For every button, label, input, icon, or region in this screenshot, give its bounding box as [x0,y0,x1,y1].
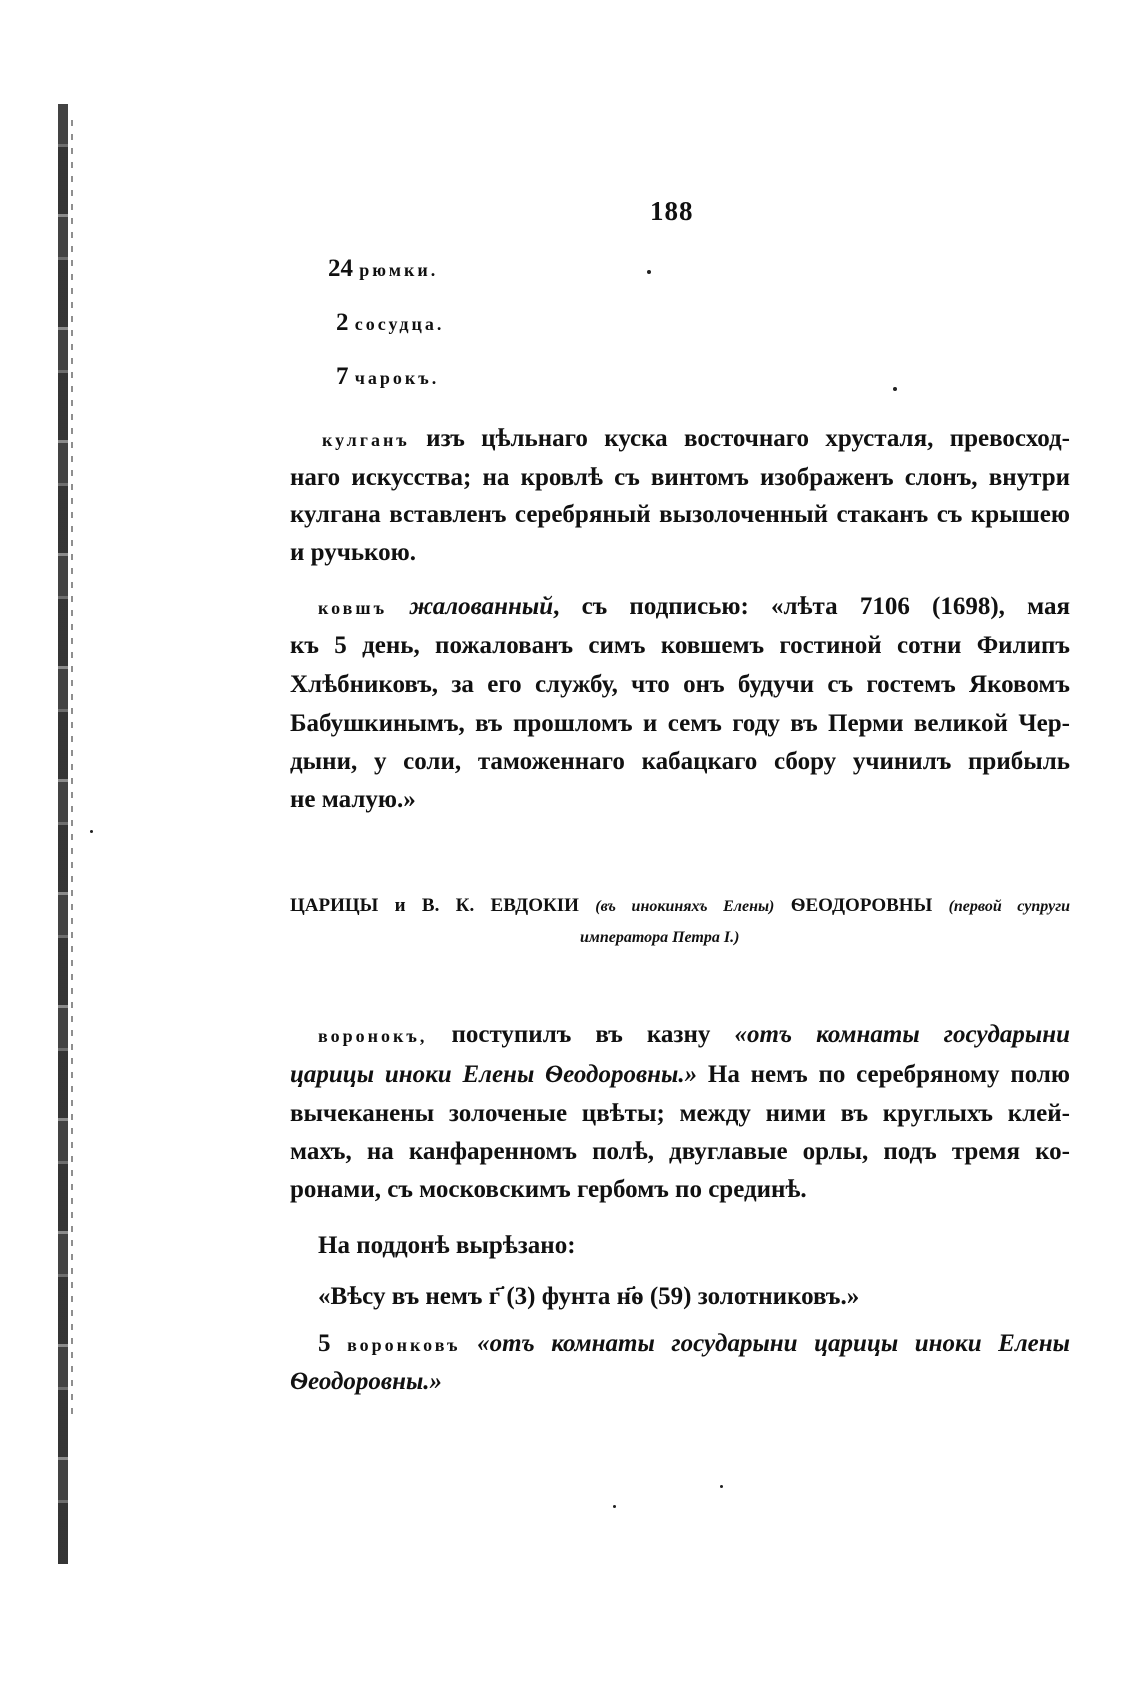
print-speck [647,270,651,274]
item-count: 7 [336,363,349,390]
paragraph-line: Хлѣбниковъ, за его службу, что онъ будучи съ гостемъ Яковомъ [290,671,1070,698]
paragraph-line: кулгана вставленъ серебряный вызолоченный стаканъ съ крышею [290,501,1070,528]
heading-part: ѲЕОДОРОВНЫ [790,895,933,916]
keyword: воронокъ, [318,1026,428,1046]
list-item [336,310,444,335]
paragraph-line [318,594,1070,619]
italic-text: царицы иноки Елены Ѳеодоровны.» [290,1061,698,1088]
item-word: рюмки. [359,260,439,280]
paragraph-line: дыни, у соли, таможеннаго кабацкаго сбору учинилъ прибыль [290,748,1070,775]
paragraph-line: не малую.» [290,786,416,813]
text: , съ подписью: «лѣта 7106 (1698), мая [553,593,1070,620]
item-count: 24 [328,255,353,282]
text: На немъ по серебряному полю [707,1061,1071,1088]
item-word: сосудца. [354,314,445,334]
keyword: ковшъ [318,598,388,618]
print-speck [720,1485,723,1488]
page-number: 188 [650,196,694,226]
paragraph-line [318,1022,1070,1047]
paragraph-line: къ 5 день, пожалованъ симъ ковшемъ гостиной сотни Филипъ [290,632,1070,659]
text: изъ цѣльнаго куска восточнаго хрусталя, превосход- [426,425,1071,452]
heading-italic: императора Петра I.) [580,929,740,946]
keyword: воронковъ [347,1335,461,1355]
paragraph-line: «Вѣсу въ немъ г҃ (3) фунта н҃ѳ (59) золотниковъ.» [318,1283,860,1310]
italic-text: жалованный [409,593,554,620]
item-count: 2 [336,309,349,336]
print-speck [90,830,93,833]
keyword: кулганъ [322,430,410,450]
binding-edge [58,104,68,1564]
heading-italic: (въ инокиняхъ Елены) [595,898,775,915]
paragraph-line: наго искусства; на кровлѣ съ винтомъ изображенъ слонъ, внутри [290,464,1070,491]
print-speck [893,387,897,391]
section-heading-2 [580,926,739,948]
paragraph-line: ронами, съ московскимъ гербомъ по срединѣ. [290,1176,807,1203]
list-item [328,256,438,281]
italic-text: «отъ комнаты государыни [734,1021,1071,1048]
paragraph-line [322,426,1070,451]
item-word: чарокъ. [354,368,440,388]
section-heading [290,895,1070,917]
heading-italic: (первой супруги [948,898,1070,915]
paragraph-line: Ѳеодоровны.» [290,1368,443,1395]
binding-edge-stitch [71,120,73,1420]
paragraph-line [318,1331,1070,1356]
paragraph-line [290,1062,1070,1087]
text: поступилъ въ казну [451,1021,711,1048]
paragraph-line: и ручькою. [290,539,416,566]
italic-text: «отъ комнаты государыни царицы иноки Елены [477,1330,1070,1357]
paragraph-line: махъ, на канфаренномъ полѣ, двуглавые орлы, подъ тремя ко- [290,1138,1070,1165]
paragraph-line: вычеканены золоченые цвѣты; между ними въ круглыхъ клей- [290,1100,1070,1127]
paragraph-line: На поддонѣ вырѣзано: [318,1232,576,1259]
heading-part: ЦАРИЦЫ и В. К. ЕВДОКІИ [290,895,579,916]
paragraph-line: Бабушкинымъ, въ прошломъ и семъ году въ Перми великой Чер- [290,710,1070,737]
item-count: 5 [318,1330,331,1357]
list-item [336,364,439,389]
print-speck [613,1505,616,1508]
